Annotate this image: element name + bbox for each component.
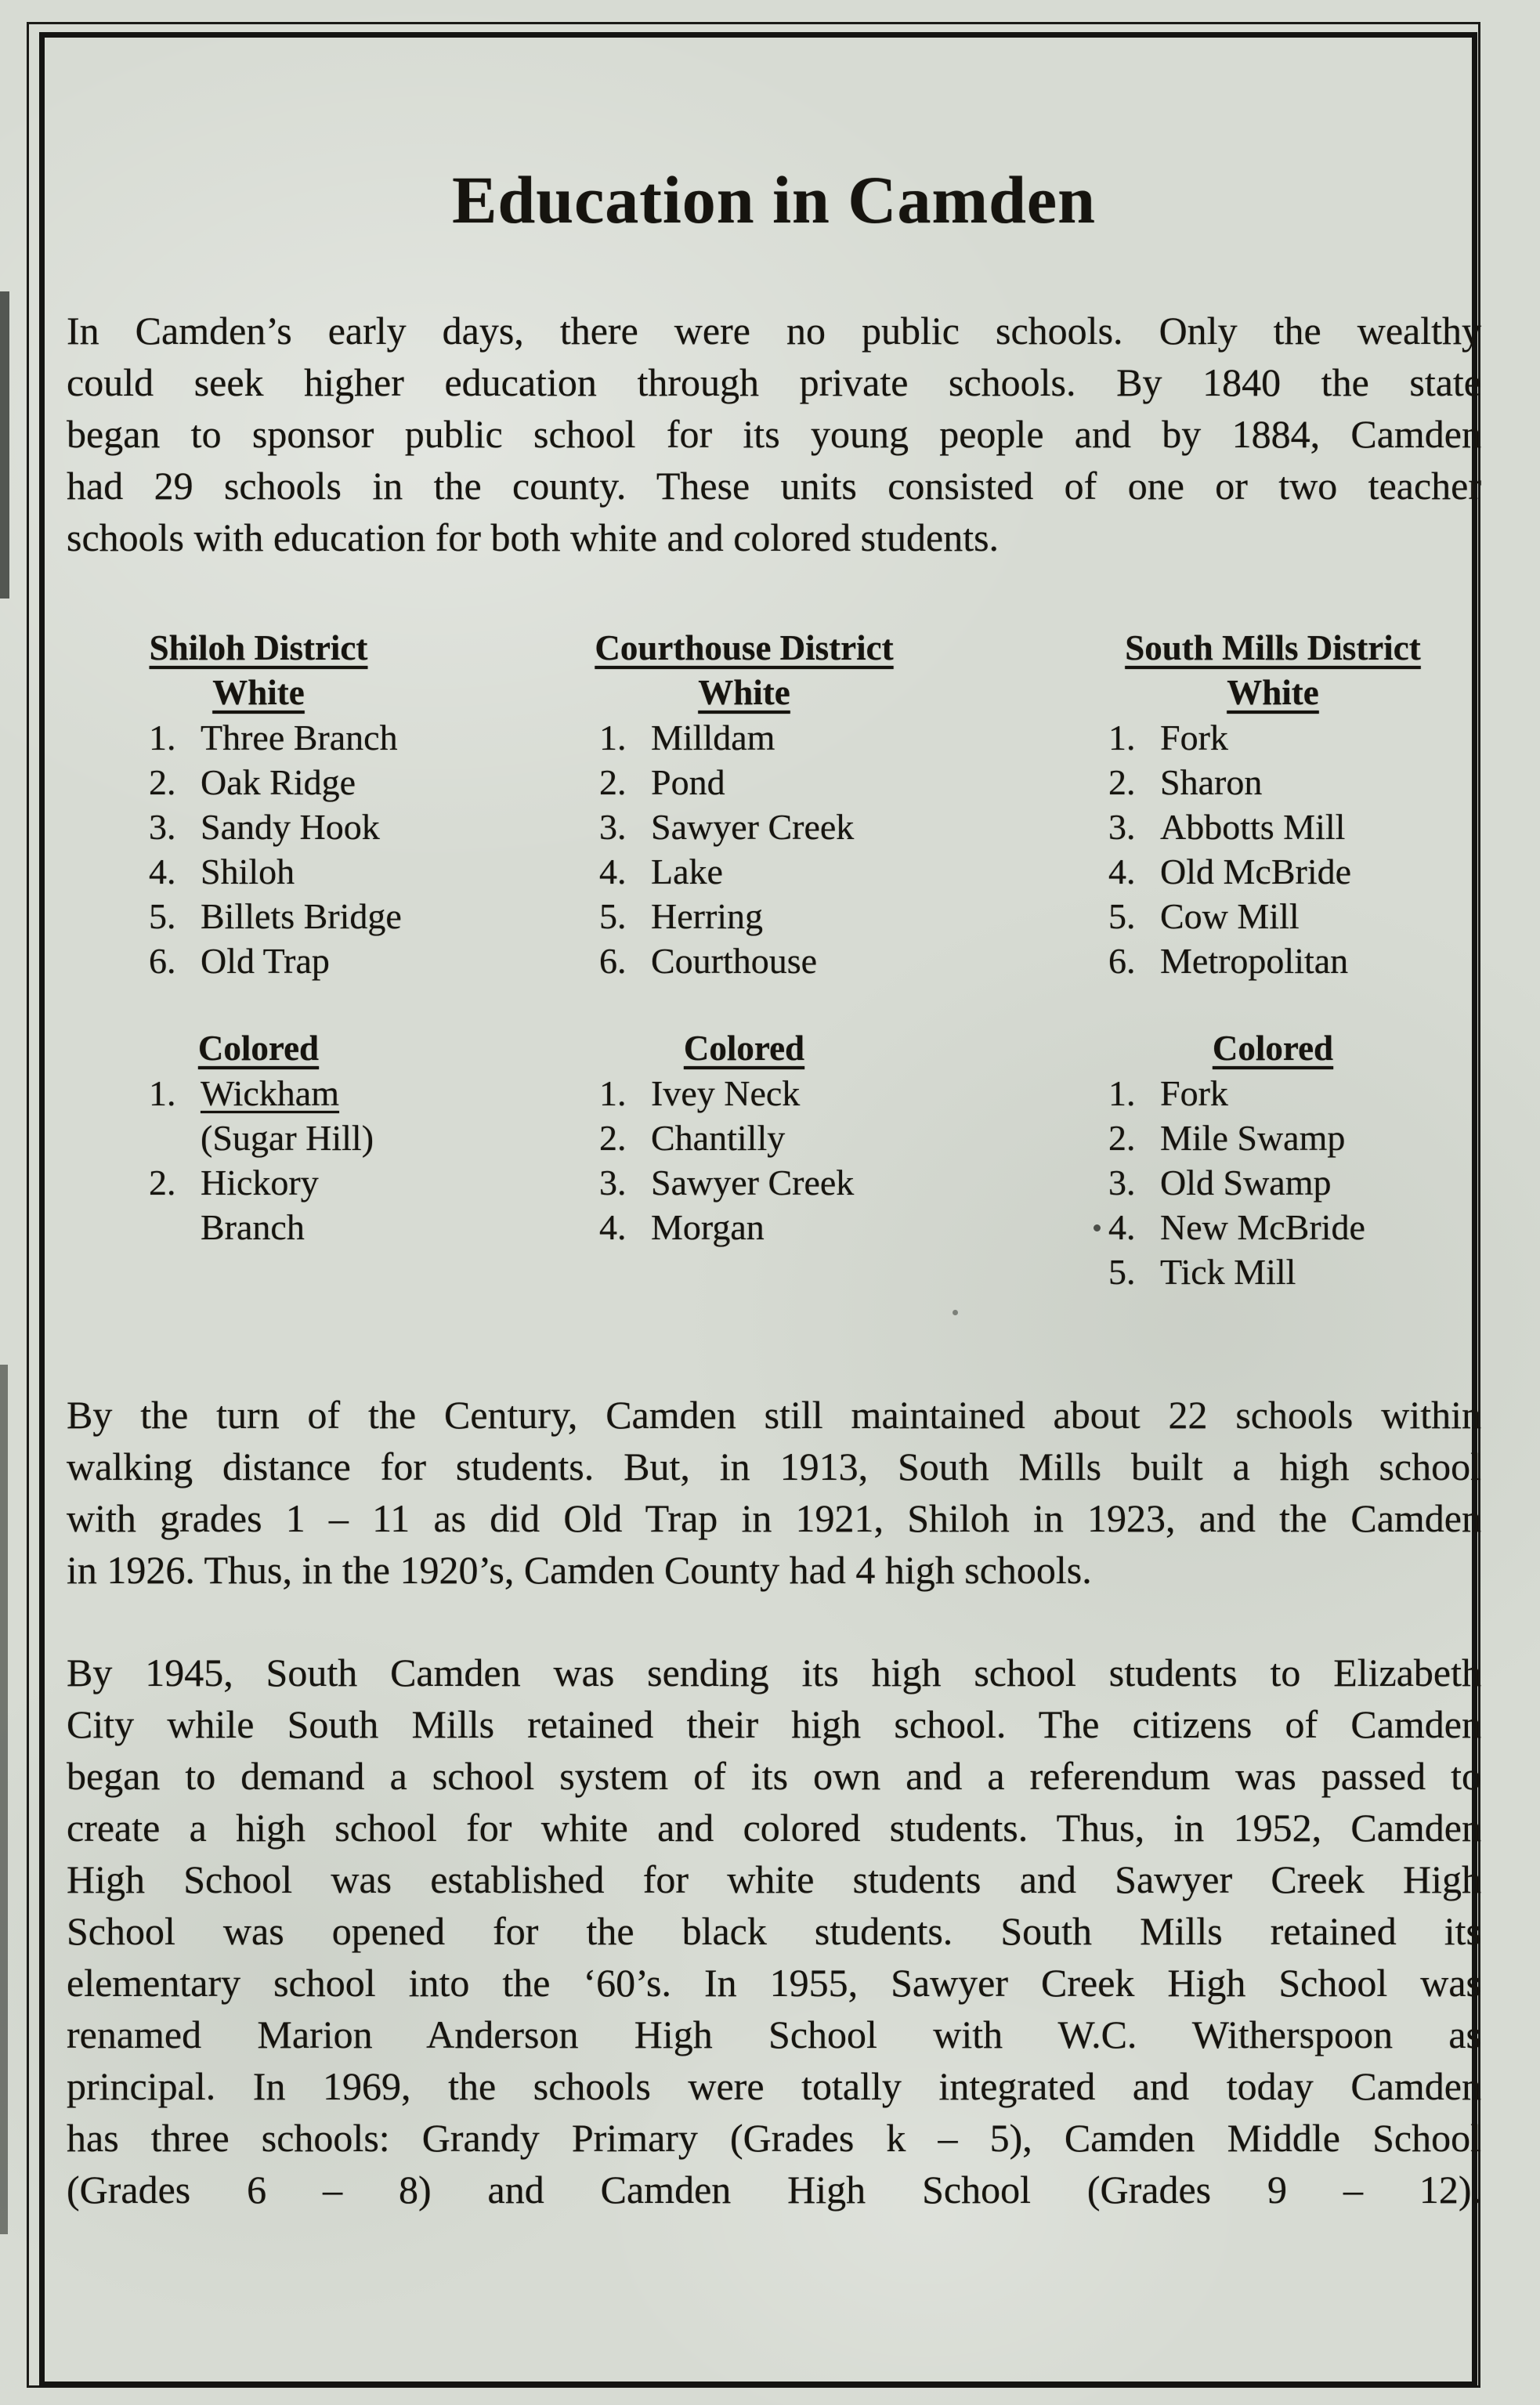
text-line: walking distance for students. But, in 1913, South Mills built a high school [67,1445,1481,1488]
item-number: 1. [149,1073,176,1113]
race-section-label: Colored [683,1029,805,1068]
school-list [576,715,913,983]
school-item-row [599,1071,913,1116]
districts-section [0,626,1540,1394]
item-number: 2. [149,1163,176,1202]
school-item [1108,1071,1461,1116]
race-section-label: White [1227,673,1319,712]
school-name: Sawyer Creek [651,1163,855,1202]
school-item [1108,805,1461,849]
school-item-row [599,760,913,805]
school-name: Old Swamp [1160,1163,1332,1202]
district-column [90,626,427,1250]
item-number: 1. [1108,718,1136,758]
modern-schools-paragraph [67,1647,1481,2215]
text-line: had 29 schools in the county. These units consisted of one or two teacher [67,464,1481,508]
school-item [599,1071,913,1116]
school-item-row [599,938,913,983]
item-number: 4. [599,852,627,891]
item-number: 4. [1108,852,1136,891]
school-item [1108,1160,1461,1205]
school-item [149,1071,427,1160]
district-column [576,626,913,1250]
school-item-row [599,805,913,849]
school-item-row [1108,760,1461,805]
school-item [1108,1116,1461,1160]
school-item [1108,938,1461,983]
school-item [599,1116,913,1160]
school-item-row [599,849,913,894]
school-item-row [149,1160,427,1250]
school-name: New McBride [1160,1207,1365,1247]
school-name: Courthouse [651,941,818,981]
school-item-row [1108,938,1461,983]
scan-edge-artifact [0,1365,8,2234]
turn-of-century-paragraph [67,1389,1481,1596]
text-line: in 1926. Thus, in the 1920’s, Camden County had 4 high schools. [67,1548,1092,1592]
school-item-row [149,1071,427,1116]
item-number: 1. [599,1073,627,1113]
district-name: South Mills District [1125,628,1421,667]
school-item-row [599,1116,913,1160]
item-number: 4. [149,852,176,891]
item-number: 3. [1108,807,1136,847]
item-number: 2. [1108,762,1136,802]
school-name: Sawyer Creek [651,807,855,847]
school-name: Morgan [651,1207,765,1247]
school-item-row [149,760,427,805]
school-name: Ivey Neck [651,1073,801,1113]
school-item-row [1108,1116,1461,1160]
school-item [1108,894,1461,938]
school-item [149,805,427,849]
item-number: 6. [1108,941,1136,981]
text-line: principal. In 1969, the schools were totally integrated and today Camden [67,2064,1481,2108]
school-item [1108,760,1461,805]
school-item-row [1108,1071,1461,1116]
school-item [1108,849,1461,894]
school-name: Old McBride [1160,852,1352,891]
district-column [1085,626,1461,1294]
item-number: 5. [1108,1252,1136,1292]
school-name: Cow Mill [1160,896,1300,936]
school-item-row [1108,1250,1461,1294]
text-line: has three schools: Grandy Primary (Grades k – 5), Camden Middle School [67,2116,1481,2160]
school-item-row [1108,1160,1461,1205]
school-name: Milldam [651,718,775,758]
school-item-row [1108,894,1461,938]
text-line: renamed Marion Anderson High School with W.C. Witherspoon as [67,2013,1481,2056]
school-item [599,849,913,894]
school-name: Herring [651,896,764,936]
school-name: Sandy Hook [201,807,380,847]
school-name: Lake [651,852,723,891]
page-title: Education in Camden [452,162,1096,237]
school-item-row [1108,1205,1461,1250]
school-name: Hickory Branch [201,1163,319,1247]
race-section-label: White [698,673,790,712]
school-item [1108,1205,1461,1250]
school-name: Mile Swamp [1160,1118,1346,1158]
school-item [599,760,913,805]
school-item [599,715,913,760]
school-item-row [149,849,427,894]
item-number: 3. [149,807,176,847]
school-item-row [149,805,427,849]
school-name: Shiloh [201,852,295,891]
school-item [1108,1250,1461,1294]
item-number: 2. [1108,1118,1136,1158]
intro-paragraph [67,305,1481,563]
district-name: Shiloh District [149,628,368,667]
school-item [599,938,913,983]
school-item [599,805,913,849]
district-name: Courthouse District [595,628,894,667]
school-item-row [599,894,913,938]
text-line: By the turn of the Century, Camden still maintained about 22 schools within [67,1393,1481,1437]
school-name: Sharon [1160,762,1263,802]
school-list [90,1071,427,1250]
text-line: could seek higher education through private schools. By 1840 the state [67,360,1481,404]
school-list [1085,1071,1461,1294]
item-number: 6. [149,941,176,981]
item-number: 3. [599,807,627,847]
school-list [90,715,427,983]
school-name: Oak Ridge [201,762,356,802]
school-item [149,938,427,983]
item-number: 3. [599,1163,627,1202]
school-name: Billets Bridge [201,896,402,936]
school-item-row [149,938,427,983]
school-name: Three Branch [201,718,398,758]
item-number: 1. [149,718,176,758]
item-number: 6. [599,941,627,981]
school-item-row [599,1205,913,1250]
school-name: Chantilly [651,1118,786,1158]
text-line: (Grades 6 – 8) and Camden High School (Grades 9 – 12). [67,2168,1481,2212]
race-section-label: Colored [197,1029,320,1068]
school-item-row [149,894,427,938]
school-item-row [1108,849,1461,894]
school-item [599,894,913,938]
item-number: 2. [599,1118,627,1158]
school-name: Fork [1160,1073,1228,1113]
school-list [576,1071,913,1250]
school-item-row [149,715,427,760]
school-item-row [599,715,913,760]
school-name: Pond [651,762,725,802]
school-name: Wickham [201,1073,339,1113]
text-line: with grades 1 – 11 as did Old Trap in 1921, Shiloh in 1923, and the Camden [67,1496,1481,1540]
item-number: 1. [599,718,627,758]
text-line: By 1945, South Camden was sending its high school students to Elizabeth [67,1651,1481,1694]
school-item-row [1108,715,1461,760]
school-item [1108,715,1461,760]
school-item [149,849,427,894]
race-section-label: Colored [1212,1029,1334,1068]
item-number: 4. [1108,1207,1136,1247]
school-name: Fork [1160,718,1228,758]
school-item [149,760,427,805]
item-number: 4. [599,1207,627,1247]
text-line: In Camden’s early days, there were no public schools. Only the wealthy [67,309,1481,353]
school-item [149,1160,427,1250]
school-item [149,894,427,938]
school-item [599,1160,913,1205]
text-line: City while South Mills retained their high school. The citizens of Camden [67,1702,1481,1746]
text-line: elementary school into the ‘60’s. In 1955, Sawyer Creek High School was [67,1961,1481,2005]
school-note: (Sugar Hill) [201,1118,374,1158]
text-line: began to demand a school system of its own and a referendum was passed to [67,1754,1481,1798]
scan-edge-artifact [0,291,9,599]
school-item-row [1108,805,1461,849]
school-item [599,1205,913,1250]
item-number: 2. [599,762,627,802]
school-name: Tick Mill [1160,1252,1296,1292]
text-line: School was opened for the black students. South Mills retained its [67,1909,1481,1953]
school-item-row [599,1160,913,1205]
text-line: schools with education for both white and colored students. [67,515,1000,559]
school-name: Old Trap [201,941,330,981]
item-number: 5. [1108,896,1136,936]
school-item [149,715,427,760]
item-number: 5. [149,896,176,936]
school-list [1085,715,1461,983]
text-line: began to sponsor public school for its young people and by 1884, Camden [67,412,1481,456]
text-line: High School was established for white students and Sawyer Creek High [67,1857,1481,1901]
item-number: 5. [599,896,627,936]
text-line: create a high school for white and colored students. Thus, in 1952, Camden [67,1806,1481,1850]
school-name: Metropolitan [1160,941,1349,981]
item-number: 1. [1108,1073,1136,1113]
item-number: 3. [1108,1163,1136,1202]
item-number: 2. [149,762,176,802]
school-name: Abbotts Mill [1160,807,1346,847]
race-section-label: White [212,673,305,712]
